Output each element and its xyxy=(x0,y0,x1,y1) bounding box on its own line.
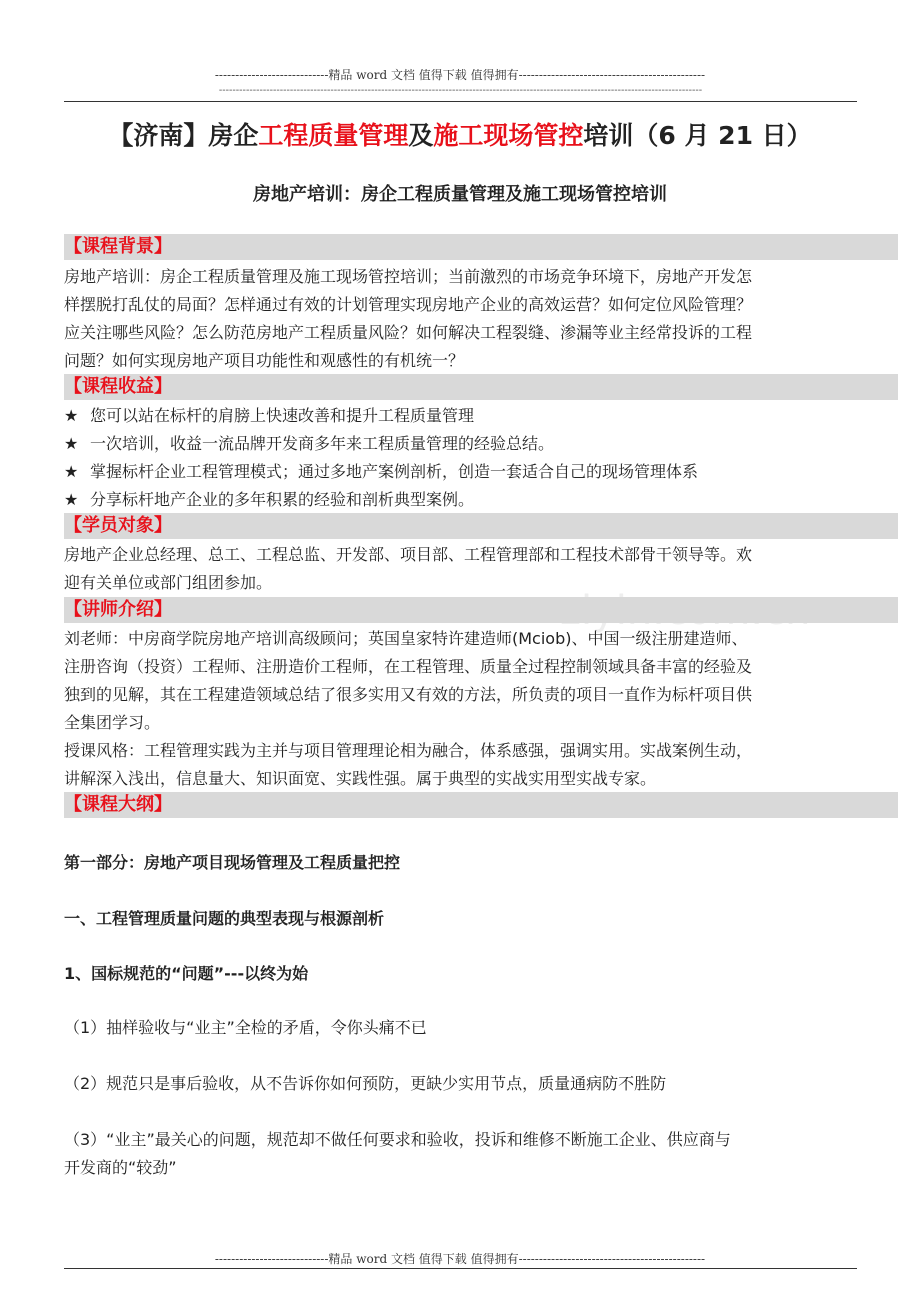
benefit-item xyxy=(64,402,864,430)
title-part-2: 工程质量管理 xyxy=(258,121,409,150)
star-icon: ★ xyxy=(64,490,79,509)
page-header-text: ----------------------------精品 word 文档 值得下载 值得拥有---------------------------------------------- xyxy=(214,68,706,82)
teacher-line-2: 注册咨询（投资）工程师、注册造价工程师，在工程管理、质量全过程控制领域具备丰富的经验及 xyxy=(64,657,753,676)
outline-item-1: （1）抽样验收与“业主”全检的矛盾，令你头痛不已 xyxy=(64,1018,427,1037)
header-rule xyxy=(64,101,857,102)
outline-chapter-heading: 一、工程管理质量问题的典型表现与根源剖析 xyxy=(64,909,385,928)
outline-item-3-line-2: 开发商的“较劲” xyxy=(64,1158,177,1177)
page-footer-text: ----------------------------精品 word 文档 值得下载 值得拥有---------------------------------------------- xyxy=(214,1252,706,1266)
background-line-4: 问题？如何实现房地产项目功能性和观感性的有机统一？ xyxy=(64,351,465,370)
title-part-5: 培训（6 月 21 日） xyxy=(583,121,812,150)
star-icon: ★ xyxy=(64,434,79,453)
benefit-text: 掌握标杆企业工程管理模式；通过多地产案例剖析，创造一套适合自己的现场管理体系 xyxy=(90,462,699,481)
teacher-line-1: 刘老师：中房商学院房地产培训高级顾问；英国皇家特许建造师(Mciob)、中国一级注册建造师、 xyxy=(64,629,748,648)
section-heading-teacher: 【讲师介绍】 xyxy=(64,597,898,623)
title-part-4: 施工现场管控 xyxy=(433,121,584,150)
outline-item-2: （2）规范只是事后验收，从不告诉你如何预防，更缺少实用节点，质量通病防不胜防 xyxy=(64,1074,667,1093)
benefit-item xyxy=(64,486,864,514)
title-part-1: 【济南】房企 xyxy=(108,121,259,150)
background-line-1: 房地产培训：房企工程质量管理及施工现场管控培训；当前激烈的市场竞争环境下，房地产开发怎 xyxy=(64,267,753,286)
section-heading-benefits: 【课程收益】 xyxy=(64,374,898,400)
teacher-line-6: 讲解深入浅出，信息量大、知识面宽、实践性强。属于典型的实战实用型实战专家。 xyxy=(64,769,657,788)
teacher-line-3: 独到的见解，其在工程建造领域总结了很多实用又有效的方法，所负责的项目一直作为标杆项目供 xyxy=(64,685,753,704)
teacher-line-4: 全集团学习。 xyxy=(64,713,161,732)
benefit-item xyxy=(64,458,864,486)
outline-part-heading: 第一部分：房地产项目现场管理及工程质量把控 xyxy=(64,853,401,872)
benefit-text: 您可以站在标杆的肩膀上快速改善和提升工程质量管理 xyxy=(90,406,475,425)
star-icon: ★ xyxy=(64,462,79,481)
teacher-line-5: 授课风格：工程管理实践为主并与项目管理理论相为融合，体系感强，强调实用。实战案例生动， xyxy=(64,741,753,760)
benefit-item xyxy=(64,430,864,458)
background-line-2: 样摆脱打乱仗的局面？怎样通过有效的计划管理实现房地产企业的高效运营？如何定位风险管理？ xyxy=(64,295,753,314)
star-icon: ★ xyxy=(64,406,79,425)
title-part-3: 及 xyxy=(408,121,434,150)
outline-item-3-line-1: （3）“业主”最关心的问题，规范却不做任何要求和验收，投诉和维修不断施工企业、供应商与 xyxy=(64,1130,731,1149)
section-heading-background: 【课程背景】 xyxy=(64,234,898,260)
benefit-text: 一次培训，收益一流品牌开发商多年来工程质量管理的经验总结。 xyxy=(90,434,555,453)
page-header-dashes: ----------------------------------------------------------------------------------------------------------------------------------------------- xyxy=(218,85,703,96)
footer-rule xyxy=(64,1268,857,1269)
background-line-3: 应关注哪些风险？怎么防范房地产工程质量风险？如何解决工程裂缝、渗漏等业主经常投诉的工程 xyxy=(64,323,753,342)
document-subtitle: 房地产培训：房企工程质量管理及施工现场管控培训 xyxy=(253,184,667,205)
benefit-text: 分享标杆地产企业的多年积累的经验和剖析典型案例。 xyxy=(90,490,475,509)
section-heading-outline: 【课程大纲】 xyxy=(64,792,898,818)
outline-section-heading: 1、国标规范的“问题”---以终为始 xyxy=(64,964,309,983)
audience-line-1: 房地产企业总经理、总工、工程总监、开发部、项目部、工程管理部和工程技术部骨干领导等。欢 xyxy=(64,545,753,564)
document-title xyxy=(0,116,920,152)
audience-line-2: 迎有关单位或部门组团参加。 xyxy=(64,573,273,592)
section-heading-audience: 【学员对象】 xyxy=(64,513,898,539)
